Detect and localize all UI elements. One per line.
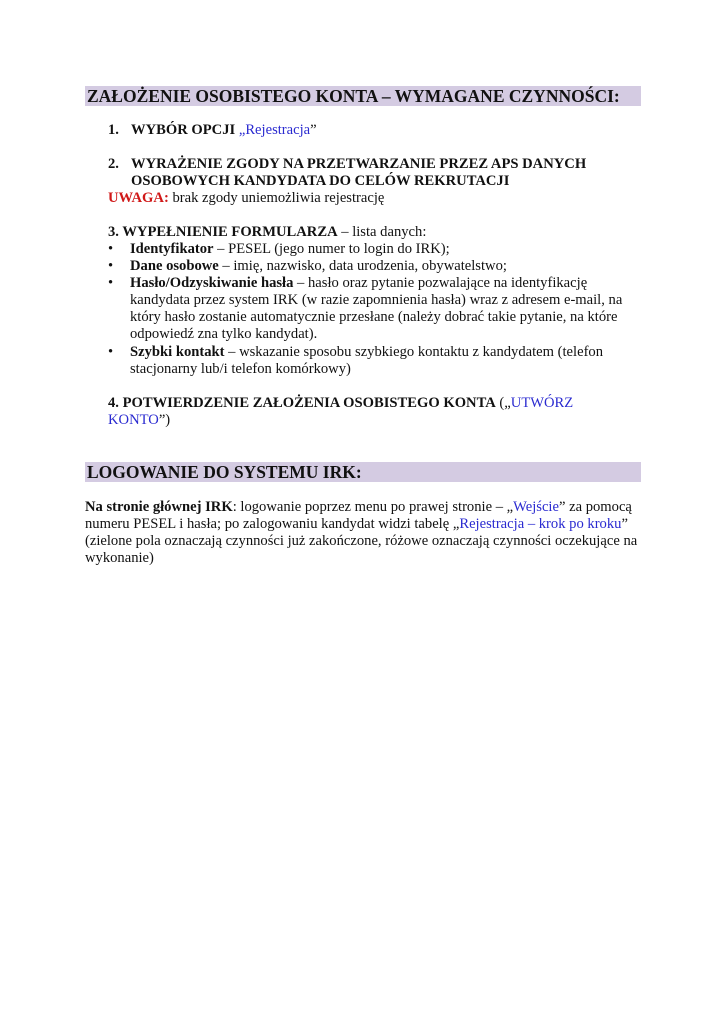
create-account-link[interactable]: UTWÓRZ	[510, 395, 574, 411]
step-2-number: 2.	[108, 156, 119, 172]
login-text-3: ” (zielone pola oznaczają czynności już zakończone, różowe oznaczają czynności oczekujące na wykonanie)	[85, 516, 638, 566]
section-heading-account: ZAŁOŻENIE OSOBISTEGO KONTA – WYMAGANE CZYNNOŚCI:	[85, 86, 641, 106]
create-account-link-cont[interactable]: KONTO	[108, 412, 159, 428]
step-4-open: („	[495, 395, 511, 411]
registration-link[interactable]: „Rejestracja	[238, 122, 311, 138]
registration-steps-link[interactable]: Rejestracja – krok po kroku	[459, 516, 622, 532]
step-1-text	[131, 122, 601, 139]
list-item-text	[130, 275, 638, 343]
step-3-label: 3. WYPEŁNIENIE FORMULARZA	[108, 224, 338, 240]
warning-text: brak zgody uniemożliwia rejestrację	[168, 190, 385, 206]
list-item-term: Hasło/Odzyskiwanie hasła	[130, 275, 294, 291]
step-1-label: WYBÓR OPCJI	[131, 122, 239, 138]
bullet-icon: •	[108, 275, 114, 291]
step-4-close: ”)	[158, 412, 171, 428]
step-4-label: 4. POTWIERDZENIE ZAŁOŻENIA OSOBISTEGO KONTA	[108, 395, 496, 411]
list-item-desc: – imię, nazwisko, data urodzenia, obywatelstwo;	[218, 258, 507, 274]
list-item-desc: – PESEL (jego numer to login do IRK);	[213, 241, 450, 257]
list-item-text	[130, 241, 638, 258]
login-text-1: : logowanie poprzez menu po prawej stronie – „	[232, 499, 514, 515]
section-heading-login: LOGOWANIE DO SYSTEMU IRK:	[85, 462, 641, 482]
step-3-suffix: – lista danych:	[337, 224, 427, 240]
list-item-term: Dane osobowe	[130, 258, 219, 274]
login-text-2: ” za pomocą numeru PESEL i hasła; po zalogowaniu kandydat widzi tabelę „	[85, 499, 632, 532]
step-2-line-2: OSOBOWYCH KANDYDATA DO CELÓW REKRUTACJI	[131, 173, 510, 189]
list-item-term: Identyfikator	[130, 241, 214, 257]
step-1-number: 1.	[108, 122, 119, 138]
login-paragraph	[85, 499, 640, 567]
list-item-text	[130, 344, 638, 378]
step-3-heading	[108, 224, 638, 241]
step-2-line-1: WYRAŻENIE ZGODY NA PRZETWARZANIE PRZEZ APS DANYCH	[131, 156, 587, 172]
step-4-line-2	[108, 412, 638, 429]
bullet-icon: •	[108, 258, 114, 274]
login-link[interactable]: Wejście	[513, 499, 559, 515]
step-4-line-1	[108, 395, 638, 412]
list-item-desc: – wskazanie sposobu szybkiego kontaktu z kandydatem (telefon stacjonarny lub/i telefon komórkowy)	[130, 344, 604, 377]
step-2-warning	[108, 190, 638, 207]
step-1-close-quote: ”	[310, 122, 317, 138]
warning-label: UWAGA:	[108, 190, 169, 206]
bullet-icon: •	[108, 241, 114, 257]
step-4	[108, 395, 638, 429]
list-item-term: Szybki kontakt	[130, 344, 225, 360]
list-item-desc: – hasło oraz pytanie pozwalające na identyfikację kandydata przez system IRK (w razie zapomnienia hasła) wraz z adresem e-mail, na który hasło zostanie automatycznie przesłane (należy dobrać takie pytanie, na które odpowiedź zna tylko kandydat).	[130, 275, 623, 342]
login-lead: Na stronie głównej IRK	[85, 499, 233, 515]
list-item-text	[130, 258, 638, 275]
bullet-icon: •	[108, 344, 114, 360]
